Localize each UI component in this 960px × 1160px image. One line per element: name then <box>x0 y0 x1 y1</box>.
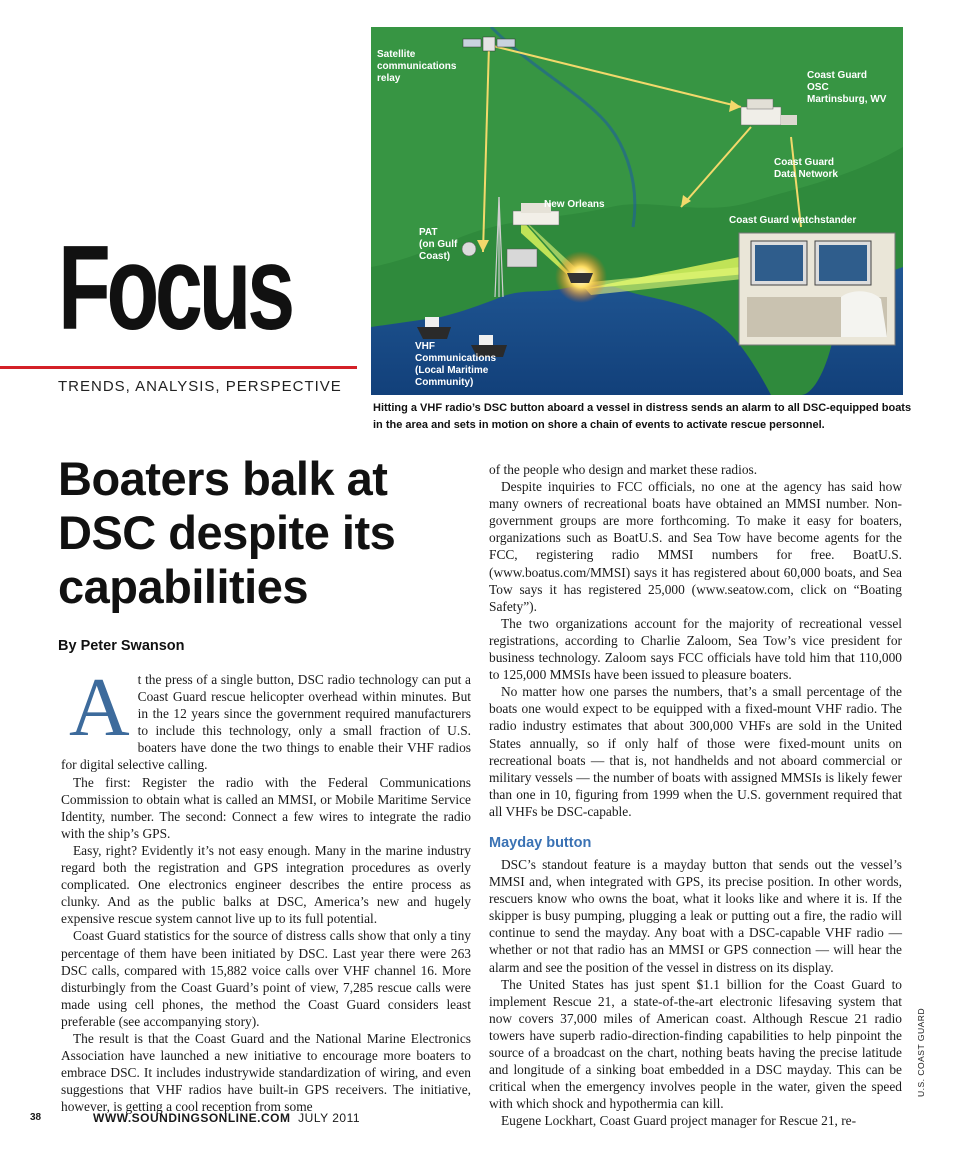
paragraph: The result is that the Coast Guard and the National Marine Electronics Association have launched a new initiative to encourage more boaters to embrace DSC. It includes industrywide standardization of wiring, and even suggestions that VHF radios have built-in GPS receivers. The initiative, however, is getting a cool reception from some <box>61 1030 471 1115</box>
label-satellite: Satellite communications relay <box>377 49 457 84</box>
paragraph: Eugene Lockhart, Coast Guard project manager for Rescue 21, re- <box>501 1113 857 1129</box>
paragraph: The first: Register the radio with the Federal Communications Commission to obtain what is called an MMSI, or Mobile Maritime Service Identity, number. The second: Connect a few wires to integrate the radio with the ship’s GPS. <box>61 774 471 841</box>
photo-credit: U.S. COAST GUARD <box>916 1007 926 1097</box>
section-tagline: TRENDS, ANALYSIS, PERSPECTIVE <box>58 378 342 395</box>
label-vhf: VHF Communications (Local Maritime Community) <box>415 341 497 388</box>
paragraph: DSC’s standout feature is a mayday button that sends out the vessel’s MMSI and, when integrated with GPS, its precise position. In other words, rescuers know who owns the boat, what it looks like and where it is. If the skipper is busy pumping, plugging a leak or putting out a fire, the radio will continue to send the mayday. Any boat with a DSC-capable VHF radio — whether or not that radio has an MMSI or GPS connection — will hear the alarm and see the position of the vessel in distress on its display. <box>489 856 902 975</box>
paragraph: Easy, right? Evidently it’s not easy enough. Many in the marine industry regard both the registration and GPS integration procedures as overly complicated. One electronics engineer describes the entire process as clunky. And as the public balks at DSC, America’s new and hugely expensive rescue system cannot live up to its full potential. <box>61 842 471 927</box>
drop-cap: A <box>69 661 130 754</box>
footer-site <box>93 1111 360 1125</box>
paragraph: Coast Guard statistics for the source of distress calls show that only a tiny percentage of them have been initiated by DSC. Last year there were 263 DSC calls, compared with 15,882 voice calls over VHF channel 16. More disturbingly from the Coast Guard’s point of view, 7,285 rescue calls were made using cell phones, the method the Coast Guard considers least preferable (see accompanying story). <box>61 928 471 1029</box>
paragraph: The two organizations account for the majority of recreational vessel registrations, according to Charlie Zaloom, Sea Tow’s vice president for business technology. Zaloom says FCC officials have told him that 110,000 to 125,000 MMSIs have been issued to pleasure boaters. <box>489 615 902 683</box>
article-column-2 <box>489 461 902 1129</box>
subhead-mayday: Mayday button <box>489 834 592 851</box>
issue-date: JULY 2011 <box>298 1111 361 1125</box>
dsc-illustration <box>371 27 903 395</box>
section-title: Focus <box>58 221 291 355</box>
site-url: WWW.SOUNDINGSONLINE.COM <box>93 1111 291 1125</box>
watchstander-monitors-icon <box>739 233 895 345</box>
label-data-network: Coast Guard Data Network <box>774 157 838 180</box>
label-new-orleans: New Orleans <box>544 199 605 210</box>
paragraph: No matter how one parses the numbers, that’s a small percentage of the boats one would expect to be equipped with a fixed-mount VHF radio. The radio industry estimates that about 300,000 VHFs are sold in the United States annually, so if only half of those were fixed-mount units on recreational boats — that is, not handhelds and not aboard commercial or military vessels — the number of boats with assigned MMSIs is likely fewer than one in 10, figuring from 1999 when the U.S. government required that all VHFs be DSC-capable. <box>489 684 902 819</box>
paragraph: of the people who design and market these radios. <box>489 462 758 477</box>
label-watchstander: Coast Guard watchstander <box>729 215 857 226</box>
article-headline: Boaters balk at DSC despite its capabilities <box>58 452 396 613</box>
section-rule <box>0 366 357 369</box>
article-column-1 <box>61 661 471 1115</box>
paragraph: The United States has just spent $1.1 billion for the Coast Guard to implement Rescue 21, a state-of-the-art electronic lifesaving system that now covers 37,000 miles of American coast. Although Rescue 21 radio towers have superb radio-direction-finding capabilities to help pinpoint the source of a broadcast on the chart, nothing beats having the precise latitude and longitude of a sinking boat embedded in a DSC mayday. This can be critical when the emergency involves people in the water, given the speed with which shock and hypothermia can kill. <box>489 976 902 1112</box>
label-coast-guard-osc: Coast Guard OSC Martinsburg, WV <box>807 70 887 105</box>
article-byline: By Peter Swanson <box>58 638 185 654</box>
figure-caption: Hitting a VHF radio’s DSC button aboard a vessel in distress sends an alarm to all DSC-equipped boats in the area and sets in motion on shore a chain of events to activate rescue personnel. <box>373 402 912 431</box>
paragraph: At the press of a single button, DSC radio technology can put a Coast Guard rescue helicopter overhead within minutes. But in the 12 years since the government required manufacturers to include this technology, only a small fraction of U.S. boaters have done the two things to enable their VHF radios for digital selective calling. <box>61 661 471 773</box>
paragraph: Despite inquiries to FCC officials, no one at the agency has said how many owners of recreational boats have obtained an MMSI number. Non-government groups are more forthcoming. To make it easy for boaters, organizations such as BoatU.S. and Sea Tow have become agents for the FCC, registering radio MMSI numbers for free. BoatU.S. (www.boatus.com/MMSI) says it has registered about 60,000 boats, and Sea Tow says it has registered 25,000 (www.seatow.com, click on “Boating Safety”). <box>489 479 902 614</box>
label-pat: PAT (on Gulf Coast) <box>419 227 458 262</box>
page-number: 38 <box>30 1112 42 1123</box>
